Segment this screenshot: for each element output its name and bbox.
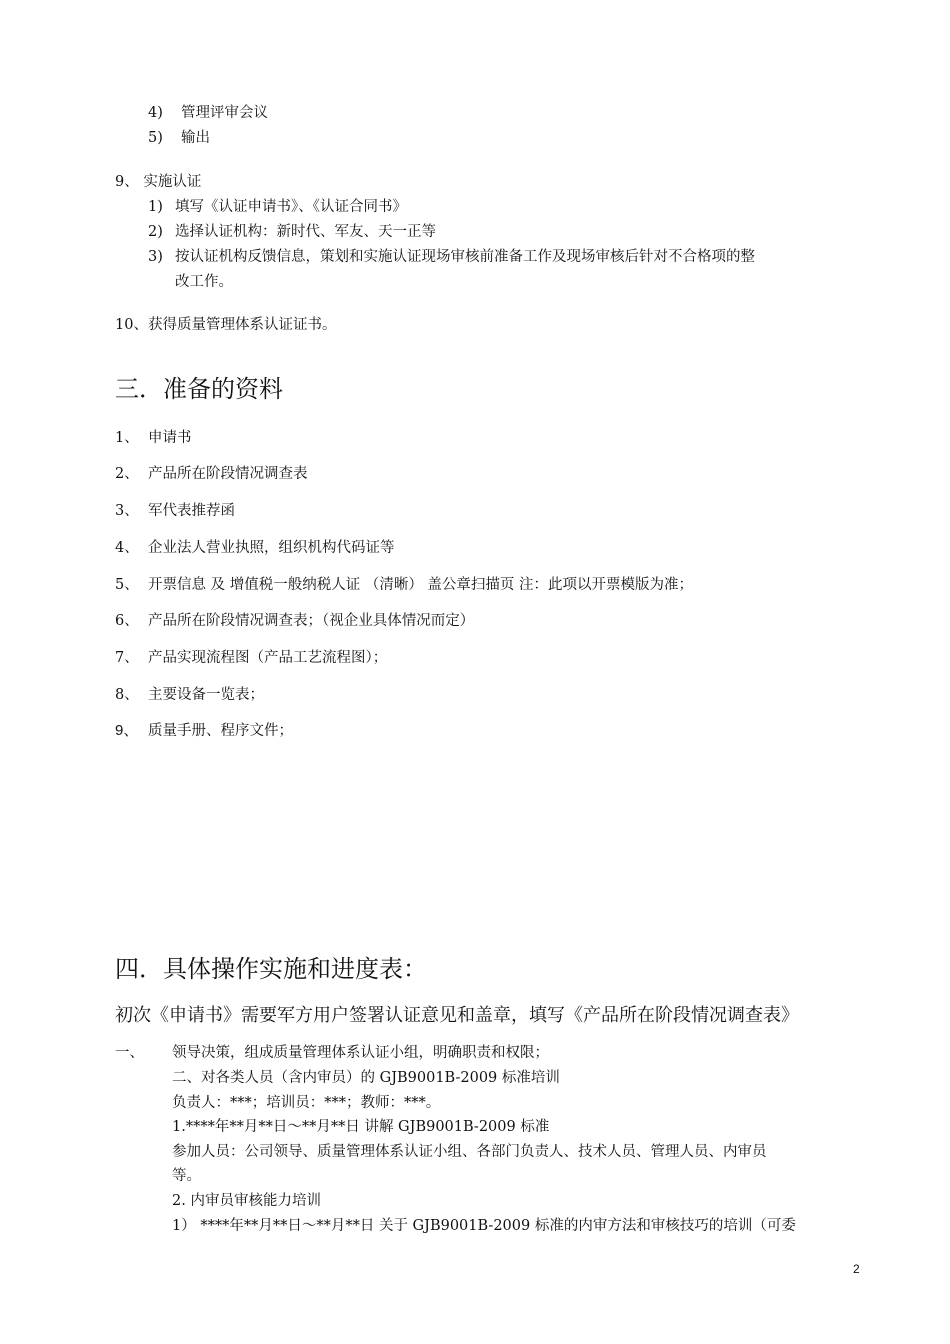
- material-text: 质量手册、程序文件；: [148, 723, 293, 739]
- list-item-text: 选择认证机构：新时代、军友、天一正等: [175, 224, 436, 240]
- material-number: 5、: [115, 577, 139, 593]
- material-number: 1、: [115, 430, 139, 446]
- material-number: 8、: [115, 687, 139, 703]
- material-text: 产品实现流程图（产品工艺流程图）；: [148, 650, 388, 666]
- body-line: 2. 内审员审核能力培训: [172, 1193, 321, 1209]
- material-text: 产品所在阶段情况调查表；（视企业具体情况而定）: [148, 613, 475, 629]
- list-number: 5): [148, 130, 163, 146]
- list-item-text: 管理评审会议: [181, 105, 268, 121]
- material-number: 7、: [115, 650, 139, 666]
- step-number: 一、: [115, 1045, 144, 1061]
- list-number: 3): [148, 249, 163, 265]
- list-number: 2): [148, 224, 163, 240]
- list-number: 4): [148, 105, 163, 121]
- list-item-text: 按认证机构反馈信息，策划和实施认证现场审核前准备工作及现场审核后针对不合格项的整: [175, 249, 755, 265]
- body-line: 负责人：***；培训员：***；教师：***。: [172, 1095, 441, 1111]
- body-line: 1.****年**月**日～**月**日 讲解 GJB9001B-2009 标准: [172, 1119, 550, 1135]
- body-line: 1） ****年**月**日～**月**日 关于 GJB9001B-2009 标准的内审方法和审核技巧的培训（可委: [172, 1218, 796, 1234]
- intro-text: 初次《申请书》需要军方用户签署认证意见和盖章，填写《产品所在阶段情况调查表》: [115, 1005, 799, 1026]
- material-text: 开票信息 及 增值税一般纳税人证 （清晰） 盖公章扫描页 注：此项以开票模版为准；: [148, 577, 694, 593]
- body-line: 参加人员：公司领导、质量管理体系认证小组、各部门负责人、技术人员、管理人员、内审员: [172, 1144, 767, 1160]
- list-item-continuation: 改工作。: [175, 274, 233, 290]
- section-title: 9、 实施认证: [115, 174, 202, 190]
- material-number: 9、: [115, 722, 139, 739]
- material-number: 2、: [115, 466, 139, 482]
- material-number: 3、: [115, 503, 139, 519]
- step-text: 领导决策，组成质量管理体系认证小组，明确职责和权限；: [172, 1045, 549, 1061]
- material-text: 产品所在阶段情况调查表: [148, 466, 308, 482]
- material-text: 主要设备一览表；: [148, 687, 264, 703]
- list-number: 1): [148, 199, 163, 215]
- section-heading: 三．准备的资料: [115, 375, 283, 403]
- material-text: 企业法人营业执照，组织机构代码证等: [148, 540, 395, 556]
- body-line: 二、对各类人员（含内审员）的 GJB9001B-2009 标准培训: [172, 1070, 560, 1086]
- section-title: 10、获得质量管理体系认证证书。: [115, 317, 337, 333]
- material-text: 军代表推荐函: [148, 503, 235, 519]
- list-item-text: 填写《认证申请书》、《认证合同书》: [175, 199, 407, 215]
- material-number: 4、: [115, 540, 139, 556]
- material-number: 6、: [115, 613, 139, 629]
- material-text: 申请书: [148, 430, 192, 446]
- section-heading: 四．具体操作实施和进度表：: [115, 955, 427, 983]
- list-item-text: 输出: [181, 130, 210, 146]
- body-line: 等。: [172, 1168, 201, 1184]
- page-number: 2: [853, 1262, 860, 1276]
